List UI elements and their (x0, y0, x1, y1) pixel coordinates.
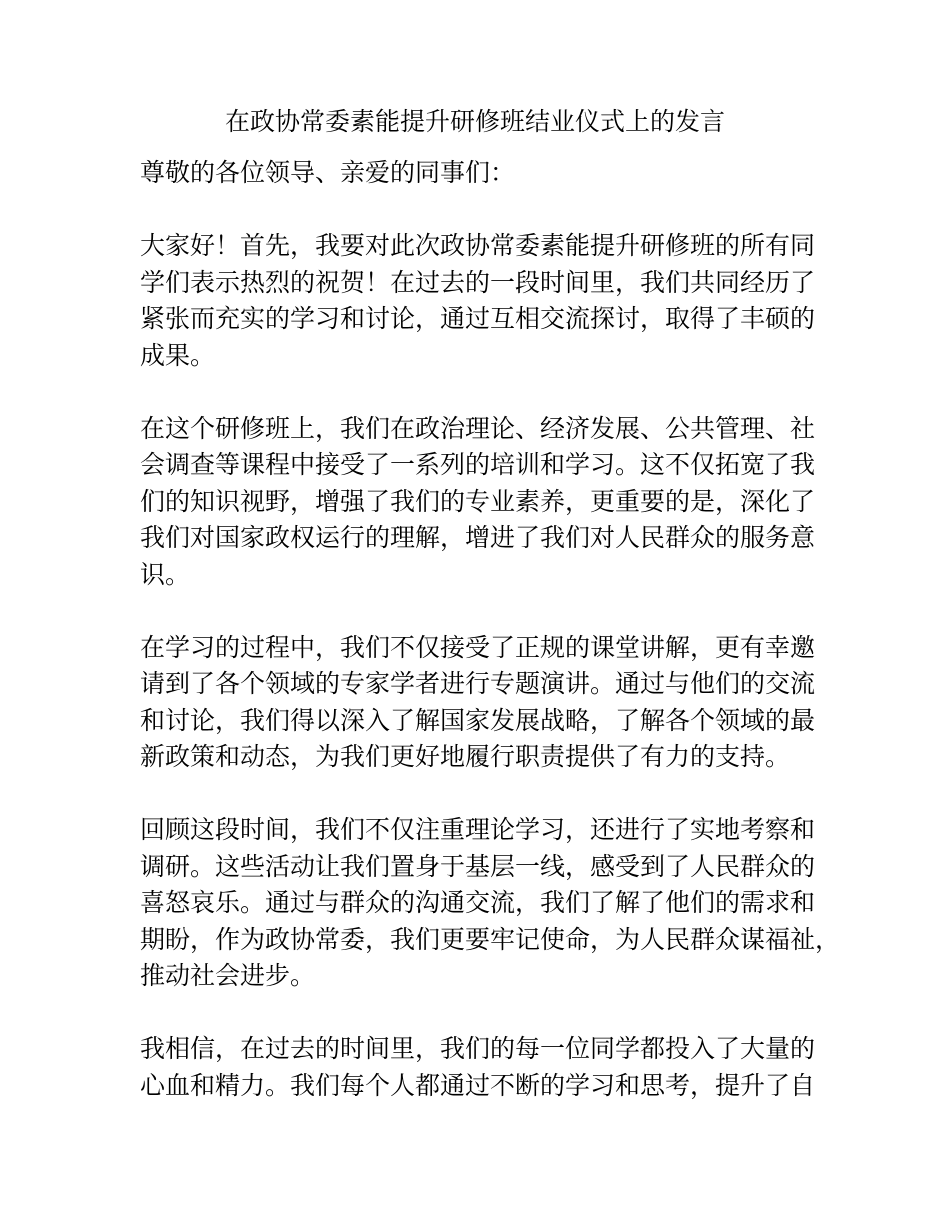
document-title: 在政协常委素能提升研修班结业仪式上的发言 (224, 107, 725, 136)
paragraph-line: 调研。这些活动让我们置身于基层一线，感受到了人民群众的 (140, 851, 816, 881)
paragraph-line: 我们对国家政权运行的理解，增进了我们对人民群众的服务意 (140, 523, 816, 552)
paragraph-line: 识。 (140, 559, 191, 589)
paragraph-line: 在学习的过程中，我们不仅接受了正规的课堂讲解，更有幸邀 (140, 632, 816, 662)
paragraph-line: 会调查等课程中接受了一系列的培训和学习。这不仅拓宽了我 (140, 450, 816, 479)
paragraph-gap (140, 192, 820, 229)
paragraph-gap (140, 776, 820, 813)
paragraph-1 (140, 228, 820, 374)
paragraph-line: 心血和精力。我们每个人都通过不断的学习和思考，提升了自 (140, 1070, 816, 1100)
paragraph-2 (140, 411, 820, 594)
paragraph-line: 推动社会进步。 (140, 961, 316, 990)
paragraph-line: 和讨论，我们得以深入了解国家发展战略，了解各个领域的最 (140, 705, 816, 735)
paragraph-line: 学们表示热烈的祝贺！在过去的一段时间里，我们共同经历了 (140, 267, 816, 297)
document-body (140, 155, 841, 1104)
paragraph-4 (140, 812, 841, 995)
paragraph-gap (140, 593, 820, 630)
paragraph-line: 新政策和动态，为我们更好地履行职责提供了有力的支持。 (140, 742, 791, 771)
paragraph-line: 期盼，作为政协常委，我们更要牢记使命，为人民群众谋福祉， (140, 924, 841, 954)
paragraph-line: 大家好！首先，我要对此次政协常委素能提升研修班的所有同 (140, 231, 816, 260)
paragraph-3 (140, 630, 820, 776)
paragraph-line: 成果。 (140, 340, 216, 370)
paragraph-line: 回顾这段时间，我们不仅注重理论学习，还进行了实地考察和 (140, 815, 816, 844)
paragraph-line: 们的知识视野，增强了我们的专业素养，更重要的是，深化了 (140, 486, 816, 516)
paragraph-line: 紧张而充实的学习和讨论，通过互相交流探讨，取得了丰硕的 (140, 304, 816, 333)
paragraph-gap (140, 374, 820, 411)
paragraph-line: 喜怒哀乐。通过与群众的沟通交流，我们了解了他们的需求和 (140, 888, 816, 917)
salutation: 尊敬的各位领导、亲爱的同事们： (140, 158, 516, 187)
paragraph-line: 我相信，在过去的时间里，我们的每一位同学都投入了大量的 (140, 1034, 816, 1063)
paragraph-line: 在这个研修班上，我们在政治理论、经济发展、公共管理、社 (140, 413, 816, 443)
paragraph-5 (140, 1031, 820, 1104)
paragraph-gap (140, 995, 820, 1032)
paragraph-line: 请到了各个领域的专家学者进行专题演讲。通过与他们的交流 (140, 669, 816, 698)
